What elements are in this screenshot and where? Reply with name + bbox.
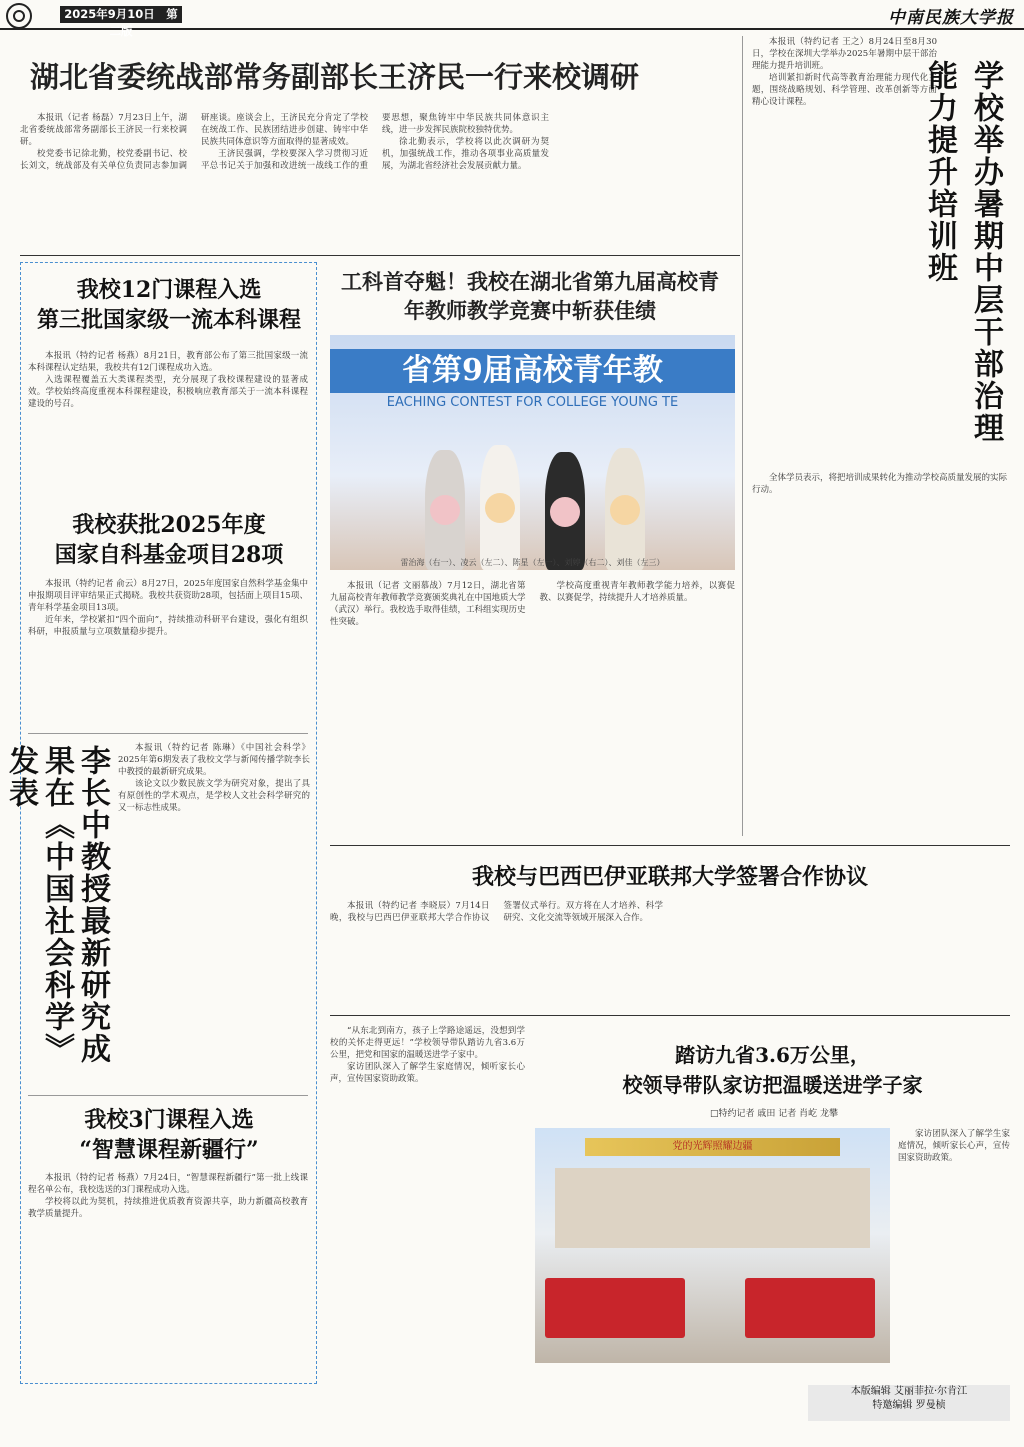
a7-body-top: 本报讯（特约记者 王之）8月24日至8月30日，学校在深圳大学举办2025年暑期中层干部治理能力提升培训班。 培训紧扣新时代高等教育治理能力现代化主题，围绕战略规划、科学管理、改革创新等方面精心设计课程。 <box>752 37 937 107</box>
divider <box>330 1015 1010 1016</box>
a8-body: 本报讯（特约记者 李晓辰）7月14日晚，我校与巴西巴伊亚联邦大学合作协议签署仪式举行。双方将在人才培养、科学研究、文化交流等领域开展深入合作。 <box>330 901 663 923</box>
a6-title: 工科首夺魁！我校在湖北省第九届高校青年教师教学竞赛中斩获佳绩 <box>341 270 719 323</box>
a9-title: 踏访九省3.6万公里， 校领导带队家访把温暖送进学子家 <box>622 1043 923 1097</box>
masthead: 中南民族大学报 <box>888 8 1014 28</box>
a8-title: 我校与巴西巴伊亚联邦大学签署合作协议 <box>471 864 868 890</box>
a4-title: 李长中教授最新研究成果在《中国社会科学》发表 <box>3 745 110 1065</box>
divider <box>28 1095 308 1096</box>
red-flag <box>745 1278 875 1338</box>
contest-banner-text: 省第9届高校青年教 <box>330 349 735 393</box>
visit-banner: 党的光辉照耀边疆 <box>585 1138 840 1156</box>
red-flag <box>545 1278 685 1338</box>
bouquet <box>485 493 515 523</box>
a9-body-left: “从东北到南方，孩子上学路途遥远，没想到学校的关怀走得更远！”学校领导带队踏访九省3.6万公里，把党和国家的温暖送进学子家中。 家访团队深入了解学生家庭情况，倾听家长心声，宣传国家资助政策。 <box>330 1026 525 1084</box>
a5-title: 我校3门课程入选 “智慧课程新疆行” <box>79 1107 259 1163</box>
a3-body: 本报讯（特约记者 俞云）8月27日，2025年度国家自然科学基金集中申报期项目评审结果正式揭晓。我校共获资助28项，包括面上项目15项、青年科学基金项目13项。 近年来，学校紧扣“四个面向”，持续推动科研平台建设，强化有组织科研，申报质量与立项数量稳步提升。 <box>28 579 308 637</box>
date-edition: 2025年9月10日 第二版 <box>60 6 182 23</box>
building <box>555 1168 870 1248</box>
photo-caption: 雷治海（右一）、凌云（左二）、陈星（左一）、刘婷（右二）、刘佳（左三） <box>400 558 665 567</box>
contest-banner-en: EACHING CONTEST FOR COLLEGE YOUNG TE <box>386 395 679 410</box>
a9-body-right: 家访团队深入了解学生家庭情况，倾听家长心声，宣传国家资助政策。 <box>898 1129 1010 1163</box>
divider <box>28 733 308 734</box>
university-seal-icon <box>6 3 32 29</box>
a1-title: 湖北省委统战部常务副部长王济民一行来校调研 <box>30 60 640 94</box>
a4-body: 本报讯（特约记者 陈琳）《中国社会科学》2025年第6期发表了我校文学与新闻传播学院李长中教授的最新研究成果。 该论文以少数民族文学为研究对象，提出了具有原创性的学术观点，是学校人文社会科学研究的又一标志性成果。 <box>118 743 310 813</box>
column-divider <box>742 36 743 836</box>
divider <box>20 255 740 256</box>
bouquet <box>550 497 580 527</box>
a6-body: 本报讯（记者 文丽慕战）7月12日，湖北省第九届高校青年教师教学竞赛颁奖典礼在中国地质大学（武汉）举行。我校选手取得佳绩，工科组实现历史性突破。 学校高度重视青年教师教学能力培养，以赛促教、以赛促学，持续提升人才培养质量。 <box>330 581 735 627</box>
a3-title: 我校获批2025年度 国家自科基金项目28项 <box>54 512 284 568</box>
divider <box>330 845 1010 846</box>
bouquet <box>610 495 640 525</box>
a5-body: 本报讯（特约记者 杨燕）7月24日，“智慧课程新疆行”第一批上线课程名单公布，我校选送的3门课程成功入选。 学校将以此为契机，持续推进优质教育资源共享，助力新疆高校教育教学质量提升。 <box>28 1173 308 1219</box>
a2-body: 本报讯（特约记者 杨燕）8月21日，教育部公布了第三批国家级一流本科课程认定结果，我校共有12门课程成功入选。 入选课程覆盖五大类课程类型，充分展现了我校课程建设的显著成效。学校始终高度重视本科课程建设，积极响应教育部关于一流本科课程建设的号召。 <box>28 351 308 409</box>
a9-byline: □特约记者 戚田 记者 肖屹 龙攀 <box>710 1109 838 1119</box>
a1-body: 本报讯（记者 杨磊）7月23日上午，湖北省委统战部常务副部长王济民一行来校调研。 校党委书记徐北勤，校党委副书记、校长刘文，统战部及有关单位负责同志参加调研座谈。座谈会上，王济民充分肯定了学校在统战工作、民族团结进步创建、铸牢中华民族共同体意识等方面取得的显著成效。 王济民强调，学校要深入学习贯彻习近平总书记关于加强和改进统一战线工作的重要思想，聚焦铸牢中华民族共同体意识主线，进一步发挥民族院校独特优势。 徐北勤表示，学校将以此次调研为契机，加强统战工作，推动各项事业高质量发展，为湖北省经济社会发展贡献力量。 <box>20 113 549 171</box>
a7-title: 学校举办暑期中层干部治理能力提升培训班 <box>922 60 1003 444</box>
home-visit-photo <box>535 1128 890 1363</box>
a7-body-bottom: 全体学员表示，将把培训成果转化为推动学校高质量发展的实际行动。 <box>752 473 1007 495</box>
a2-title: 我校12门课程入选 第三批国家级一流本科课程 <box>36 277 301 333</box>
bouquet <box>430 495 460 525</box>
editor-credits: 本版编辑 艾丽菲拉·尔肯江 特邀编辑 罗曼桢 <box>808 1385 1010 1421</box>
contest-photo <box>330 335 735 570</box>
